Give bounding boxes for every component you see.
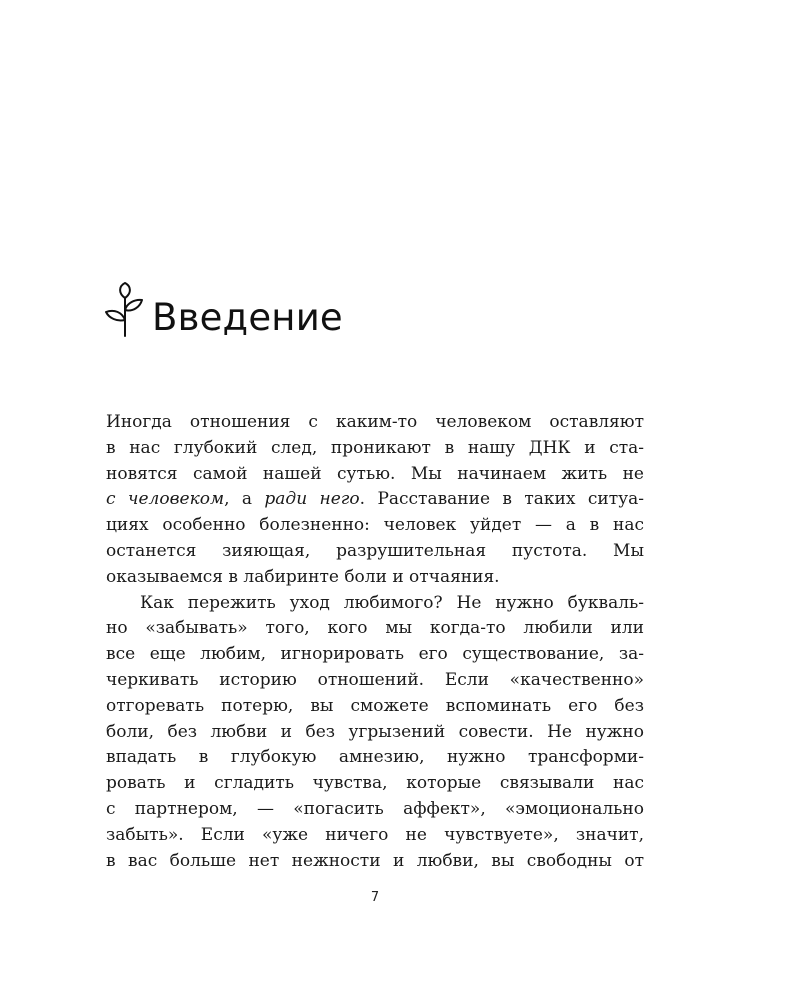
body-text <box>106 410 644 874</box>
emphasis-text: с человеком <box>106 489 225 510</box>
text-line: черкивать историю отношений. Если «качественно» <box>106 669 644 690</box>
text-line: забыть». Если «уже ничего не чувствуете», значит, <box>106 824 644 845</box>
text-line: но «забывать» того, кого мы когда-то любили или <box>106 618 644 639</box>
text-fragment: , а <box>224 489 265 510</box>
text-line: Иногда отношения с каким-то человеком оставляют <box>106 412 644 432</box>
text-line: в вас больше нет нежности и любви, вы свободны от <box>106 850 644 871</box>
text-line: Как пережить уход любимого? Не нужно букваль- <box>140 592 644 613</box>
text-line: останется зияющая, разрушительная пустота. Мы <box>106 540 644 561</box>
chapter-heading <box>104 282 343 338</box>
text-line: ровать и сгладить чувства, которые связывали нас <box>106 773 644 794</box>
text-line: новятся самой нашей сутью. Мы начинаем жить не <box>106 463 644 484</box>
text-line: оказываемся в лабиринте боли и отчаяния. <box>106 566 500 587</box>
chapter-title: Введение <box>152 296 343 339</box>
text-line <box>106 487 644 513</box>
text-line: циях особенно болезненно: человек уйдет — а в нас <box>106 515 644 536</box>
leaf-sprout-icon <box>104 282 144 338</box>
text-line: в нас глубокий след, проникают в нашу ДНК и ста- <box>106 437 644 458</box>
emphasis-text: ради него <box>264 489 360 510</box>
text-fragment: . Расставание в таких ситуа- <box>359 489 644 510</box>
text-line: с партнером, — «погасить аффект», «эмоционально <box>106 798 644 819</box>
page-number: 7 <box>370 890 380 905</box>
text-line: впадать в глубокую амнезию, нужно трансформи- <box>106 747 644 768</box>
text-line: отгоревать потерю, вы сможете вспоминать его без <box>106 695 644 716</box>
text-line: все еще любим, игнорировать его существование, за- <box>106 644 644 665</box>
text-line: боли, без любви и без угрызений совести. Не нужно <box>106 721 644 742</box>
